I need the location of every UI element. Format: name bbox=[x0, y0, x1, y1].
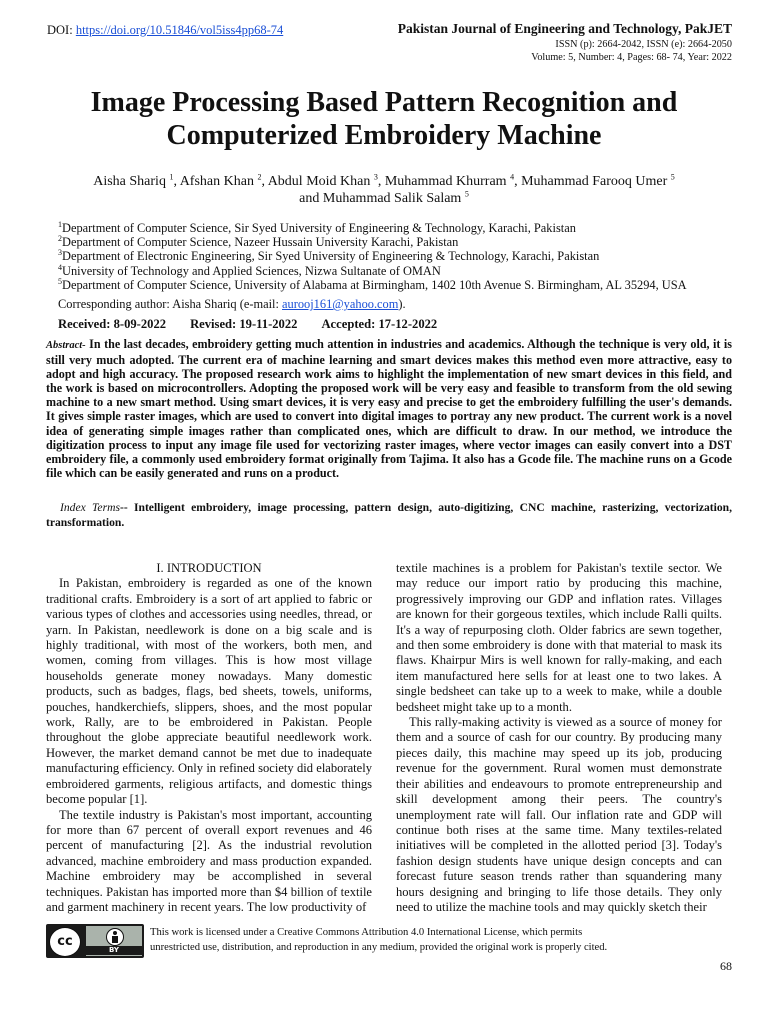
index-terms bbox=[46, 500, 732, 530]
journal-name: Pakistan Journal of Engineering and Technology, PakJET bbox=[397, 21, 732, 36]
affiliation bbox=[58, 235, 738, 249]
author-affil-mark: 5 bbox=[464, 189, 469, 199]
affil-mark: 5 bbox=[58, 276, 62, 286]
section-heading: I. INTRODUCTION bbox=[156, 561, 262, 575]
author-affil-mark: 5 bbox=[670, 172, 675, 182]
cc-logo-icon: cc bbox=[49, 927, 81, 957]
license-text bbox=[150, 925, 607, 955]
submission-dates bbox=[58, 317, 461, 332]
affiliation-list bbox=[58, 221, 738, 292]
body-paragraph: textile machines is a problem for Pakistan's textile sector. We may reduce our import ratio by producing this machine, progressively improving our GDP and inflation rates. Villages are known for their gorgeous textiles, which include Ralli quilts. It's a way of repurposing cloth. Older fabrics are sewn together, and then some embroidery is done with that material to mask its flaws. Khairpur Mirs is well known for rally-making, and each item manufactured here sells for at least one to two lakes. A single bedsheet can take up to a week to make, while a double bedsheet might take up to a month. bbox=[396, 561, 722, 714]
author-name: Muhammad Salik Salam bbox=[322, 191, 462, 206]
issn: ISSN (p): 2664-2042, ISSN (e): 2664-2050 bbox=[555, 39, 732, 50]
affil-text: Department of Computer Science, Sir Syed University of Engineering & Technology, Karachi, Pakistan bbox=[62, 221, 576, 235]
affil-text: University of Technology and Applied Sciences, Nizwa Sultanate of OMAN bbox=[62, 263, 441, 278]
affiliation bbox=[58, 221, 738, 235]
authors-and: and bbox=[299, 191, 320, 206]
author-list bbox=[40, 173, 728, 207]
affiliation bbox=[58, 264, 738, 278]
revised-date: Revised: 19-11-2022 bbox=[190, 317, 298, 331]
accepted-date: Accepted: 17-12-2022 bbox=[321, 317, 438, 331]
author-affil-mark: 4 bbox=[510, 172, 515, 182]
body-column-right bbox=[396, 561, 722, 915]
author-name: Muhammad Khurram bbox=[384, 174, 507, 189]
corresponding-author bbox=[58, 297, 406, 312]
page-number: 68 bbox=[720, 959, 732, 973]
author-name: Abdul Moid Khan bbox=[267, 174, 371, 189]
affil-mark: 2 bbox=[58, 234, 62, 244]
authors-line-2 bbox=[40, 190, 728, 207]
license-line-2: unrestricted use, distribution, and reproduction in any medium, provided the original work is properly cited. bbox=[150, 942, 608, 953]
affil-mark: 3 bbox=[58, 248, 62, 258]
by-panel bbox=[86, 926, 142, 956]
author-name: Afshan Khan bbox=[179, 174, 254, 189]
journal-meta bbox=[531, 38, 732, 64]
author-name: Aisha Shariq bbox=[93, 174, 166, 189]
by-label: BY bbox=[86, 946, 142, 955]
affil-text: Department of Electronic Engineering, Sir Syed University of Engineering & Technology, Karachi, Pakistan bbox=[62, 249, 600, 264]
authors-line-1: Aisha Shariq $^1$, Afshan Khan $^2$, Abdul Moid Khan $^3$, Muhammad Khurram $^4$, Muhammad Farooq Umer $^5$ bbox=[93, 172, 675, 189]
doi-line bbox=[47, 23, 283, 38]
cc-by-badge[interactable] bbox=[46, 924, 144, 958]
affil-mark: 1 bbox=[58, 219, 62, 229]
title-line-2: Computerized Embroidery Machine bbox=[166, 120, 602, 151]
doi-link[interactable]: https://doi.org/10.51846/vol5iss4pp68-74 bbox=[75, 23, 284, 37]
affil-mark: 4 bbox=[58, 262, 62, 272]
title-line-1: Image Processing Based Pattern Recognition and bbox=[90, 87, 678, 118]
paper-title bbox=[40, 86, 728, 152]
index-terms-label: Index Terms bbox=[60, 501, 120, 514]
abstract bbox=[46, 337, 732, 480]
body-column-left bbox=[46, 561, 372, 915]
abstract-text: In the last decades, embroidery getting much attention in industries and academics. Although the technique is very old, it is still very much adopted. The current era of machine learning and smart devices makes this method even more attractive, easy to adopt and high accuracy. The proposed research work aims to highlight the implementation of new smart devices in this field, and the work is based on microcontrollers. Adopting the proposed work will be very easy and feasible to transform from the old sewing machine to a new smart method. Using smart devices, it is very easy and precise to get the embroidery fulfilling the user's demands. It gives simple raster images, which are used to convert into digital images to portray any new product. The current work is a novel idea of generating simple images rather than complicated ones, which are difficult to draw. In our method, we introduce the digitization process to input any image file used for vectorizing raster images, where vector images can easily convert into a DST embroidery file, a commonly used embroidery format originally from Tajima. It also has a Gcode file. The machine runs on a Gcode file which can be easily generated and runs on a product. bbox=[46, 337, 732, 480]
author-affil-mark: 1 bbox=[169, 172, 174, 182]
corr-email-link[interactable]: aurooj161@yahoo.com bbox=[282, 297, 399, 311]
body-paragraph: The textile industry is Pakistan's most important, accounting for more than 67 percent of overall export revenues and 46 percent of manufacturing [2]. As the industrial revolution advanced, machine embroidery and mass production expanded. Machine embroidery may be accomplished in several techniques. Pakistan has imported more than $4 billion of textile and garment machinery in recent years. The low productivity of bbox=[46, 807, 372, 914]
author-name: Muhammad Farooq Umer bbox=[521, 174, 668, 189]
affiliation bbox=[58, 249, 738, 263]
body-paragraph: In Pakistan, embroidery is regarded as one of the known traditional crafts. Embroidery is a sort of art applied to fabric or various types of clothes and accessories using needles, thread, or yarn. In Pakistan, needlework is done on a big scale and is highly traditional, with most of the workers, both men, and women, coming from villages. This is how most village households generate money nowadays. Many domestic products, such as badges, flags, bed sheets, towels, uniforms, pouches, handkerchiefs, slippers, shoes, and the most popular work, Rally, are to be embroidered in Pakistan. People throughout the globe appreciate beautiful needlework work. However, the market demand cannot be met due to inadequate manufacturing efficiency. Only in refined society did elaborately embroidered garments, religious artifacts, and domestic things become popular [1]. bbox=[46, 576, 372, 807]
corr-suffix: ). bbox=[398, 297, 406, 311]
corr-prefix: Corresponding author: Aisha Shariq (e-mail: bbox=[58, 297, 283, 311]
index-terms-text: -- Intelligent embroidery, image processing, pattern design, auto-digitizing, CNC machine, rasterizing, vectorization, transformation. bbox=[46, 501, 732, 529]
affil-text: Department of Computer Science, Nazeer Hussain University Karachi, Pakistan bbox=[62, 235, 459, 250]
attribution-person-icon bbox=[106, 928, 124, 946]
received-date: Received: 8-09-2022 bbox=[58, 317, 167, 331]
license-line-1: This work is licensed under a Creative Commons Attribution 4.0 International License, which permits bbox=[150, 927, 583, 938]
body-paragraph: This rally-making activity is viewed as a source of money for them and a source of cash for our country. By producing many pieces daily, this machine may speed up its job, producing revenue for the government. Rural women must demonstrate their abilities and endeavours to promote entrepreneurship and skill development among their peers. The country's unemployment rate will fall. Our inflation rate and GDP will continue both rises at the same time. Many textiles-related initiatives will be completed in the allotted period [3]. Today's fashion design students have unique design concepts and can forecast future season trends rather than squandering many hours designing and bringing to life those details. They only need to utilize the machine tools and may quickly sketch their bbox=[396, 715, 722, 914]
license-footer bbox=[46, 924, 734, 962]
author-affil-mark: 2 bbox=[257, 172, 262, 182]
volume-info: Volume: 5, Number: 4, Pages: 68- 74, Year: 2022 bbox=[531, 52, 732, 63]
affil-text: Department of Computer Science, University of Alabama at Birmingham, 1402 10th Avenue S. Birmingham, AL 35294, USA bbox=[62, 277, 687, 292]
doi-label: DOI: bbox=[47, 23, 76, 37]
abstract-label: Abstract- bbox=[46, 340, 86, 351]
affiliation bbox=[58, 278, 738, 292]
author-affil-mark: 3 bbox=[373, 172, 378, 182]
